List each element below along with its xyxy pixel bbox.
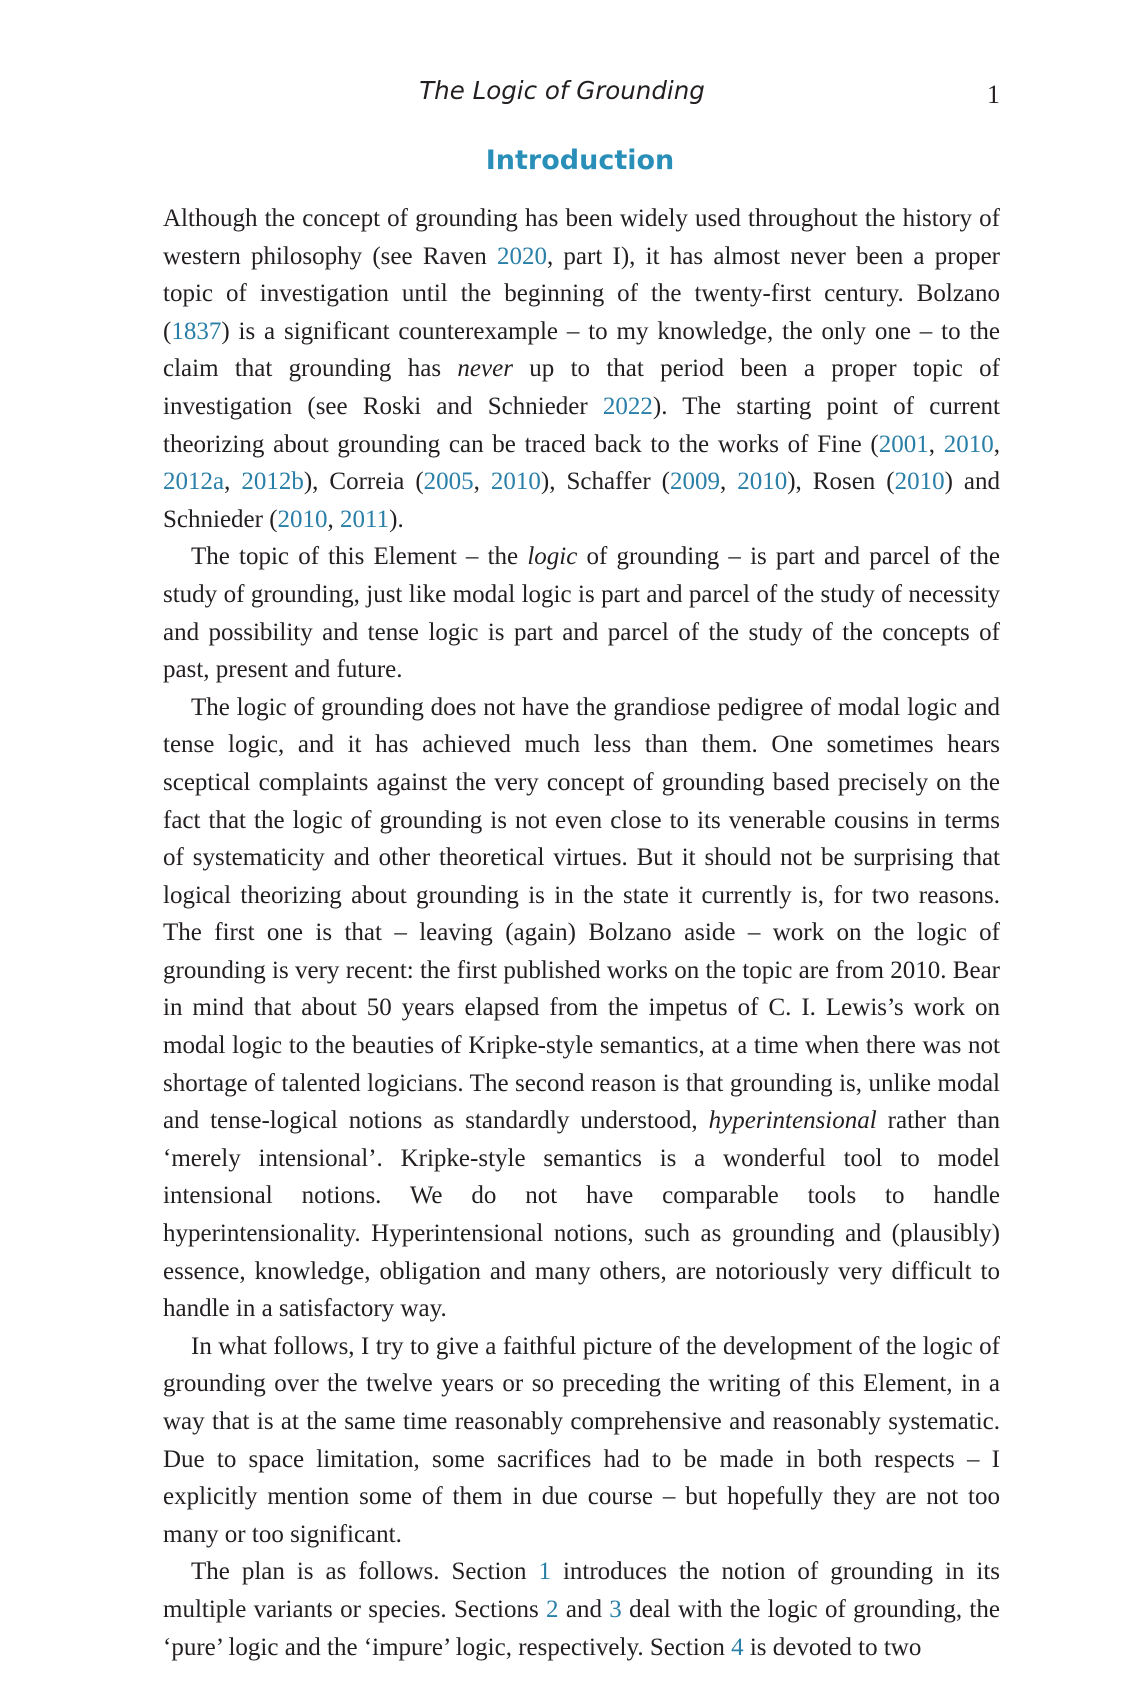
text-run: ,	[327, 505, 341, 533]
citation-link[interactable]: 2009	[670, 468, 720, 496]
text-run: and	[558, 1595, 610, 1623]
text-run: ), Correia (	[303, 468, 424, 496]
text-run: introduces the notion of grounding in its multiple variants or species. Sections	[163, 1558, 1000, 1623]
paragraph	[163, 1553, 1000, 1666]
citation-link[interactable]: 2012a	[163, 468, 225, 496]
body-text	[163, 200, 1000, 1666]
paragraph	[163, 538, 1000, 688]
text-run: ,	[473, 468, 491, 496]
text-run: The topic of this Element – the	[191, 543, 528, 571]
text-run: ).	[389, 505, 404, 533]
paragraph	[163, 689, 1000, 1328]
text-run: , part I), it has almost never been a proper topic of investigation until the beginning of the twenty-first century. Bolzano (	[163, 242, 1001, 345]
text-run: deal with the logic of grounding, the ‘pure’ logic and the ‘impure’ logic, respectively. Section	[163, 1595, 1000, 1661]
citation-link[interactable]: 4	[731, 1633, 744, 1661]
section-title: Introduction	[485, 145, 675, 176]
citation-link[interactable]: 2	[546, 1595, 559, 1623]
text-run: The plan is as follows. Section	[191, 1558, 539, 1586]
citation-link[interactable]: 2010	[277, 505, 328, 533]
text-run: Although the concept of grounding has been widely used throughout the history of western philosophy (see Raven	[163, 205, 1000, 270]
text-run: The logic of grounding does not have the grandiose pedigree of modal logic and tense logic, and it has achieved much less than them. One sometimes hears sceptical complaints against the very concept of grounding based precisely on the fact that the logic of grounding is not even close to its venerable cousins in terms of systematicity and other theoretical virtues. But it should not be surprising that logical theorizing about grounding is in the state it currently is, for two reasons. The first one is that – leaving (again) Bolzano aside – work on the logic of grounding is very recent: the first published works on the topic are from 2010. Bear in mind that about 50 years elapsed from the impetus of C. I. Lewis’s work on modal logic to the beauties of Kripke-style semantics, at a time when there was not shortage of talented logicians. The second reason is that grounding is, unlike modal and tense-logical notions as standardly understood,	[163, 693, 1000, 1135]
paragraph	[163, 1328, 1000, 1554]
text-run: of grounding – is part and parcel of the study of grounding, just like modal logic is part and parcel of the study of necessity and possibility and tense logic is part and parcel of the study of the concepts of past, present and future.	[163, 543, 1000, 684]
citation-link[interactable]: 2022	[602, 392, 653, 420]
citation-link[interactable]: 2011	[340, 505, 390, 533]
text-run: In what follows, I try to give a faithful picture of the development of the logic of grounding over the twelve years or so preceding the writing of this Element, in a way that is at the same time reasonably comprehensive and reasonably systematic. Due to space limitation, some sacrifices had to be made in both respects – I explicitly mention some of them in due course – but hopefully they are not too many or too significant.	[163, 1332, 1000, 1548]
text-run: ,	[224, 468, 242, 496]
text-run: ), Rosen (	[787, 468, 895, 496]
citation-link[interactable]: 2010	[943, 430, 994, 458]
emphasis-text: logic	[527, 543, 578, 571]
text-run: ,	[928, 430, 944, 458]
text-run: ), Schaffer (	[540, 468, 670, 496]
text-run: rather than ‘merely intensional’. Kripke-style semantics is a wonderful tool to model intensional notions. We do not have comparable tools to handle hyperintensionality. Hyperintensional notions, such as grounding and (plausibly) essence, knowledge, obligation and many others, are notoriously very difficult to handle in a satisfactory way.	[163, 1107, 1000, 1323]
running-head-title: The Logic of Grounding	[419, 76, 705, 105]
citation-link[interactable]: 2001	[878, 430, 929, 458]
text-run: is devoted to two	[743, 1633, 922, 1661]
text-run: ) is a significant counterexample – to my knowledge, the only one – to the claim that grounding has	[163, 317, 1000, 383]
citation-link[interactable]: 3	[609, 1595, 622, 1623]
text-run: up to that period been a proper topic of investigation (see Roski and Schnieder	[163, 355, 1000, 420]
citation-link[interactable]: 2020	[496, 242, 547, 270]
paragraph	[163, 200, 1000, 538]
text-run: ,	[720, 468, 738, 496]
emphasis-text: never	[457, 355, 513, 383]
citation-link[interactable]: 2012b	[241, 468, 304, 496]
citation-link[interactable]: 1	[538, 1558, 551, 1586]
citation-link[interactable]: 1837	[171, 317, 222, 345]
citation-link[interactable]: 2010	[737, 468, 788, 496]
page-number: 1	[987, 80, 1000, 109]
text-run: ) and Schnieder (	[163, 468, 1001, 533]
text-run: ). The starting point of current theorizing about grounding can be traced back to the works of Fine (	[163, 392, 1001, 458]
citation-link[interactable]: 2005	[423, 468, 474, 496]
emphasis-text: hyperintensional	[708, 1107, 877, 1135]
citation-link[interactable]: 2010	[490, 468, 541, 496]
citation-link[interactable]: 2010	[894, 468, 945, 496]
text-run: ,	[993, 430, 1001, 458]
